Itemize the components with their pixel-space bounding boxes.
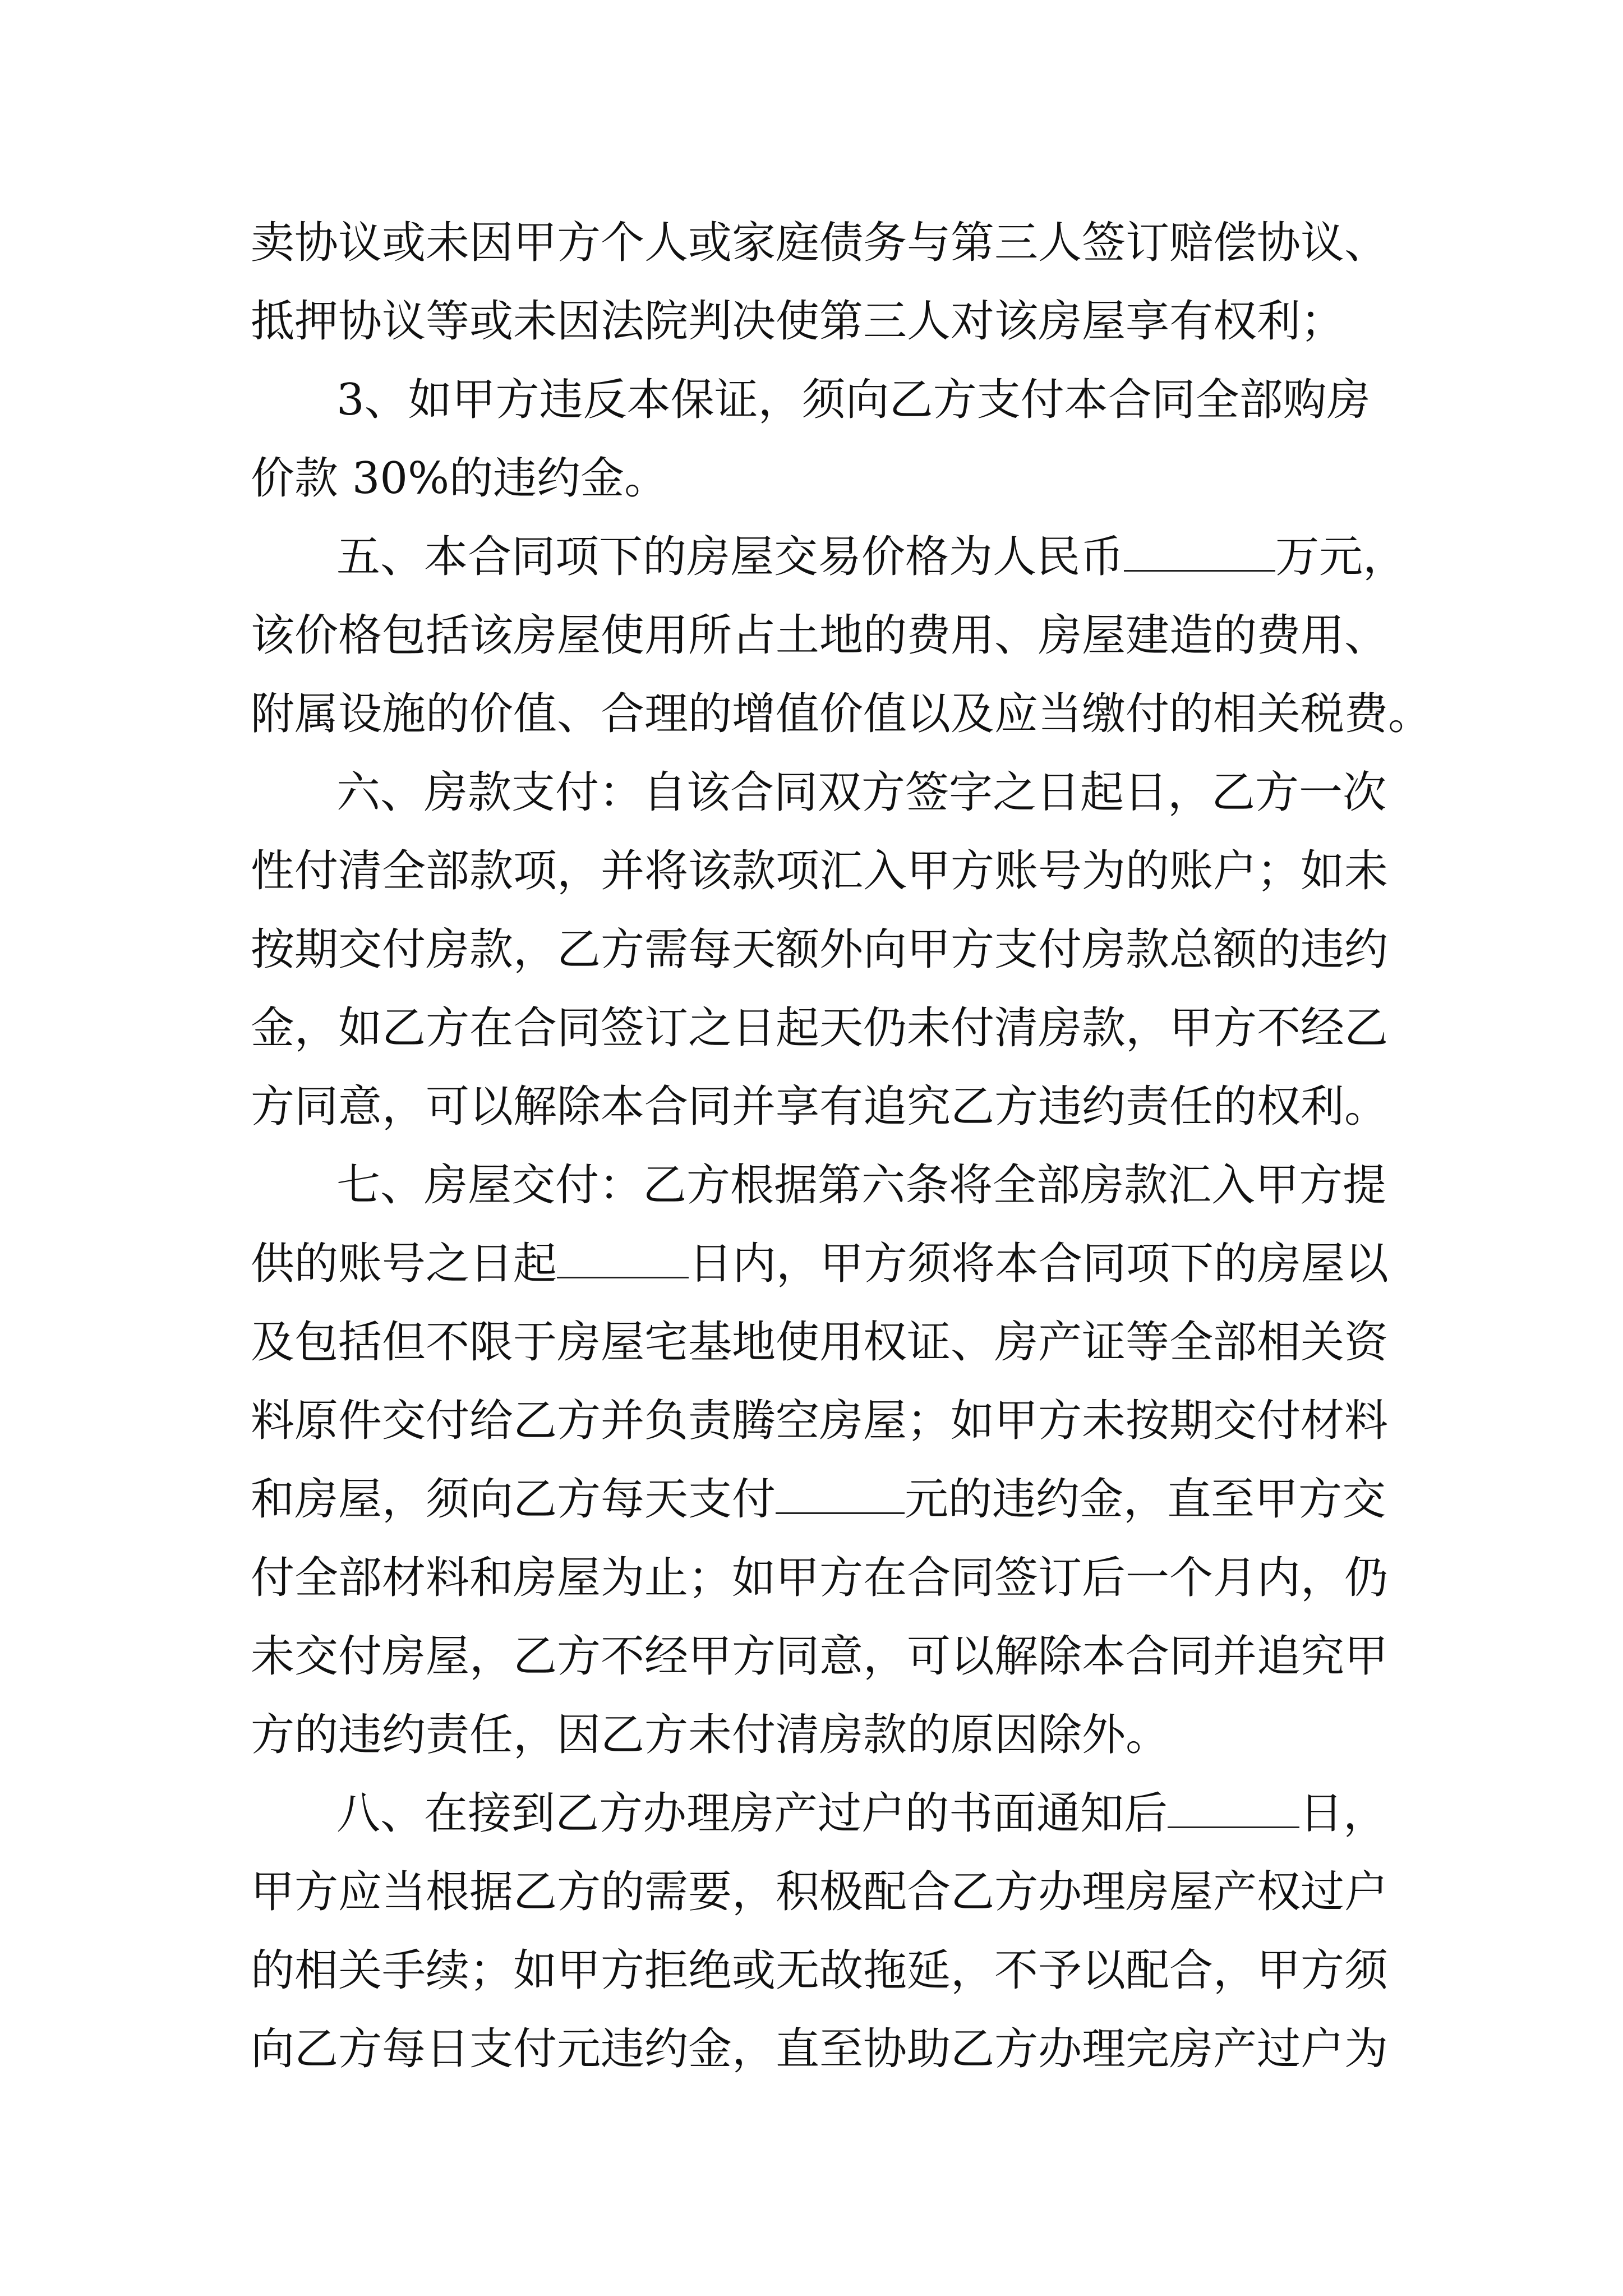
text-line <box>336 753 1389 832</box>
text-line <box>251 1068 1389 1146</box>
text-span: 付全部材料和房屋为止；如甲方在合同签订后一个月内，仍 <box>251 1553 1389 1603</box>
text-span: 日， <box>1299 1788 1387 1839</box>
text-span: 万元， <box>1275 532 1407 582</box>
text-line <box>336 361 1389 439</box>
fill-blank <box>1124 533 1275 572</box>
text-line <box>251 439 1389 518</box>
text-line <box>336 1774 1389 1853</box>
fill-blank <box>557 1240 689 1278</box>
text-span: 甲方应当根据乙方的需要，积极配合乙方办理房屋产权过户 <box>251 1867 1389 1917</box>
text-span: 六、房款支付：自该合同双方签字之日起日，乙方一次 <box>336 767 1387 818</box>
text-span: 金，如乙方在合同签订之日起天仍未付清房款，甲方不经乙 <box>251 1003 1389 1053</box>
text-span: 料原件交付给乙方并负责腾空房屋；如甲方未按期交付材料 <box>251 1396 1389 1446</box>
text-span: 附属设施的价值、合理的增值价值以及应当缴付的相关税费。 <box>251 689 1432 739</box>
text-line <box>251 832 1389 910</box>
text-line <box>251 204 1389 282</box>
text-span: 方的违约责任，因乙方未付清房款的原因除外。 <box>251 1710 1170 1760</box>
text-line <box>251 1539 1389 1617</box>
text-span: 性付清全部款项，并将该款项汇入甲方账号为的账户；如未 <box>251 846 1389 896</box>
text-line <box>251 1696 1389 1774</box>
text-span: 按期交付房款，乙方需每天额外向甲方支付房款总额的违约 <box>251 924 1389 975</box>
text-span: 的相关手续；如甲方拒绝或无故拖延，不予以配合，甲方须 <box>251 1945 1389 1996</box>
text-line <box>251 1382 1389 1460</box>
text-line <box>251 2010 1389 2088</box>
text-span: 3、如甲方违反本保证，须向乙方支付本合同全部购房 <box>336 375 1371 425</box>
text-line <box>251 1931 1389 2010</box>
fill-blank <box>776 1475 905 1514</box>
text-span: 未交付房屋，乙方不经甲方同意，可以解除本合同并追究甲 <box>251 1631 1389 1682</box>
text-line <box>251 989 1389 1068</box>
text-line <box>251 910 1389 989</box>
text-span: 元的违约金，直至甲方交 <box>905 1474 1386 1525</box>
text-line <box>251 1460 1389 1539</box>
text-span: 供的账号之日起 <box>251 1239 557 1289</box>
text-span: 向乙方每日支付元违约金，直至协助乙方办理完房产过户为 <box>251 2024 1389 2074</box>
text-span: 及包括但不限于房屋宅基地使用权证、房产证等全部相关资 <box>251 1317 1389 1368</box>
text-line <box>251 596 1389 675</box>
text-line <box>251 1225 1389 1303</box>
text-line <box>336 1146 1389 1225</box>
text-line <box>251 1853 1389 1931</box>
text-span: 八、在接到乙方办理房产过户的书面通知后 <box>336 1788 1168 1839</box>
text-line <box>251 1303 1389 1382</box>
text-span: 方同意，可以解除本合同并享有追究乙方违约责任的权利。 <box>251 1082 1389 1132</box>
text-line <box>251 282 1389 361</box>
text-line <box>251 675 1432 753</box>
fill-blank <box>1168 1789 1299 1828</box>
text-span: 价款 30%的违约金。 <box>251 453 668 504</box>
text-line <box>336 518 1407 596</box>
text-span: 卖协议或未因甲方个人或家庭债务与第三人签订赔偿协议、 <box>251 218 1389 268</box>
text-span: 和房屋，须向乙方每天支付 <box>251 1474 776 1525</box>
text-span: 七、房屋交付：乙方根据第六条将全部房款汇入甲方提 <box>336 1160 1387 1211</box>
text-span: 五、本合同项下的房屋交易价格为人民币 <box>336 532 1124 582</box>
text-span: 日内，甲方须将本合同项下的房屋以 <box>689 1239 1389 1289</box>
text-span: 该价格包括该房屋使用所占土地的费用、房屋建造的费用、 <box>251 610 1389 661</box>
text-span: 抵押协议等或未因法院判决使第三人对该房屋享有权利； <box>251 296 1345 347</box>
text-line <box>251 1617 1389 1696</box>
